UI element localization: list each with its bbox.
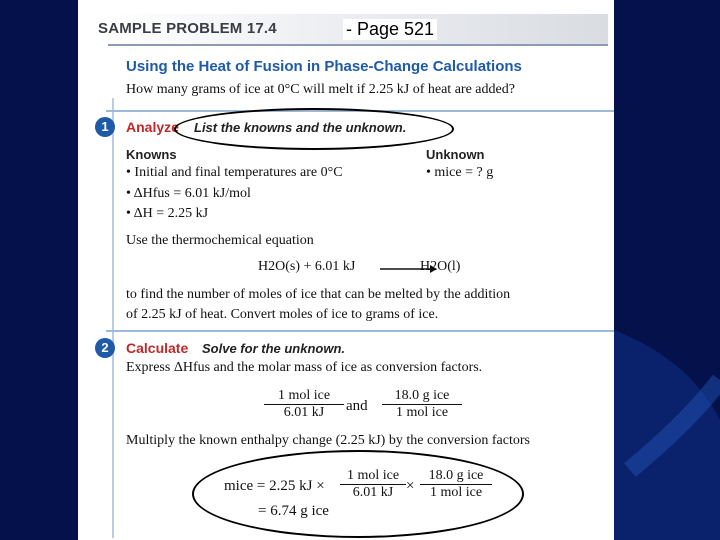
times-sign: ×: [406, 478, 415, 494]
highlight-oval-2: [192, 450, 524, 538]
use-equation-text: Use the thermochemical equation: [126, 233, 314, 248]
step-2-instruction: Solve for the unknown.: [202, 341, 346, 356]
left-guide-line: [112, 98, 114, 538]
known-item: • Initial and final temperatures are 0°C: [126, 165, 343, 180]
step-1-instruction: List the knowns and the unknown.: [194, 120, 407, 135]
unknown-item: • mice = ? g: [426, 165, 494, 180]
calc-factor-2-denominator: 1 mol ice: [429, 485, 483, 500]
factor-1-denominator: 6.01 kJ: [283, 405, 325, 420]
unknown-header: Unknown: [426, 147, 485, 162]
factor-1-numerator: 1 mol ice: [264, 388, 344, 405]
step-1-name: Analyze: [126, 119, 179, 135]
known-item: • ΔH = 2.25 kJ: [126, 206, 209, 221]
textbook-page: [78, 0, 614, 540]
sample-problem-label: SAMPLE PROBLEM 17.4: [98, 20, 277, 37]
step-1-circle: 1: [95, 117, 115, 137]
calculation-lhs: mice = 2.25 kJ ×: [224, 478, 325, 494]
equation-right: H2O(l): [420, 259, 461, 274]
divider-2: [106, 330, 614, 332]
find-text-line-2: of 2.25 kJ of heat. Convert moles of ice to grams of ice.: [126, 307, 439, 322]
knowns-header: Knowns: [126, 147, 177, 162]
page-reference: - Page 521: [343, 19, 437, 40]
factor-2-denominator: 1 mol ice: [395, 405, 449, 420]
multiply-text: Multiply the known enthalpy change (2.25 kJ) by the conversion factors: [126, 433, 530, 448]
problem-title: Using the Heat of Fusion in Phase-Change Calculations: [126, 58, 522, 75]
highlight-oval-1: [174, 108, 454, 150]
find-text-line-1: to find the number of moles of ice that can be melted by the addition: [126, 287, 511, 302]
known-item: • ΔHfus = 6.01 kJ/mol: [126, 186, 251, 201]
problem-question: How many grams of ice at 0°C will melt if 2.25 kJ of heat are added?: [126, 82, 515, 97]
conversion-factor-2: [382, 388, 462, 421]
calc-factor-1-numerator: 1 mol ice: [340, 468, 406, 485]
conversion-factor-1: [264, 388, 344, 421]
calculation-result: = 6.74 g ice: [258, 503, 329, 519]
step-2-circle: 2: [95, 338, 115, 358]
factor-2-numerator: 18.0 g ice: [382, 388, 462, 405]
calc-factor-2-numerator: 18.0 g ice: [420, 468, 492, 485]
express-text: Express ΔHfus and the molar mass of ice as conversion factors.: [126, 360, 483, 375]
step-2-name: Calculate: [126, 340, 189, 356]
calc-factor-1-denominator: 6.01 kJ: [352, 485, 394, 500]
and-text: and: [346, 398, 368, 414]
equation-left: H2O(s) + 6.01 kJ: [258, 259, 356, 274]
